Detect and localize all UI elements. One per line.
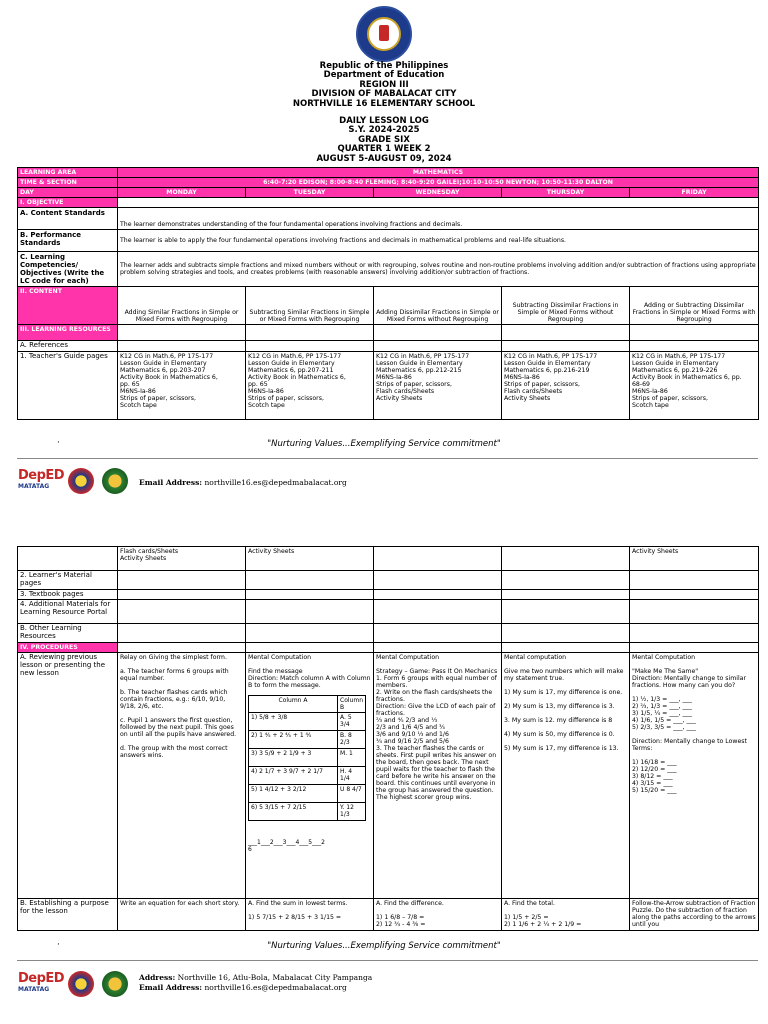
tg-tuesday: K12 CG in Math.6, PP 175-177 Lesson Guide in Elementary Mathematics 6, pp.207-211 Activity Book in Mathematics 6, pp. 65 M6NS-Ia-86 Strips of paper, scissors, Scotch tape <box>246 351 374 419</box>
day-tuesday: TUESDAY <box>246 188 374 198</box>
table-row <box>18 571 759 590</box>
lesson-log-table-1 <box>17 167 759 420</box>
header-line1: Republic of the Philippines <box>319 61 449 71</box>
content-standards-label: A. Content Standards <box>18 208 118 230</box>
col-b-item: A. 5 3/4 <box>338 712 366 730</box>
day-friday: FRIDAY <box>630 188 759 198</box>
col-b-item: B. 8 2/3 <box>338 730 366 748</box>
carry-tuesday: Activity Sheets <box>246 547 374 571</box>
carry-thursday <box>502 547 630 571</box>
header-line4: DIVISION OF MABALACAT CITY <box>311 89 457 100</box>
establish-monday: Write an equation for each short story. <box>118 898 246 930</box>
title-line1: DAILY LESSON LOG <box>339 116 429 126</box>
performance-standards-value: The learner is able to apply the four fundamental operations involving fractions and decimals in mathematical problems and real-life situations. <box>118 230 759 252</box>
review-friday: Mental Computation "Make Me The Same" Direction: Mentally change to similar fractions. How many can you do? 1) ½, 1/3 = ___, ___ 2) ⅔, 1/3 = ___, ___ 3) 1/5, ¼ = ___, ___ 4) 1/6, 1/5 = ___, ___ 5) 2/3, 3/5 = ___, ___ Direction: Mentally change to Lowest Terms: 1) 16/18 = ___ 2) 12/20 = ___ 3) 8/12 = ___ 4) 3/15 = ___ 5) 15/20 = ___ <box>630 652 759 898</box>
deped-logo-text-2: DepED <box>18 971 65 986</box>
email-label: Email Address: <box>139 478 203 487</box>
address-value: Northville 16, Atlu-Bola, Mabalacat City Pampanga <box>177 973 373 982</box>
table-row <box>18 898 759 930</box>
establish-tuesday: A. Find the sum in lowest terms. 1) 5 7/15 + 2 8/15 + 3 1/15 = <box>246 898 374 930</box>
deped-seal-icon <box>356 6 412 62</box>
procedures-label: IV. PROCEDURES <box>18 642 118 652</box>
tg-monday: K12 CG in Math.6, PP 175-177 Lesson Guide in Elementary Mathematics 6, pp.203-207 Activity Book in Mathematics 6, pp. 65 M6NS-Ia-86 Strips of paper, scissors, Scotch tape <box>118 351 246 419</box>
matatag-text: MATATAG <box>18 483 50 490</box>
title-line2: S.Y. 2024-2025 <box>348 125 420 136</box>
table-row <box>18 178 759 188</box>
additional-materials-label: 4. Additional Materials for Learning Resource Portal <box>18 600 118 624</box>
content-monday: Adding Similar Fractions in Simple or Mixed Forms with Regrouping <box>118 287 246 325</box>
motto-bullet: · <box>57 438 60 448</box>
day-label: DAY <box>18 188 118 198</box>
footer-address <box>139 973 372 982</box>
table-row <box>18 198 759 208</box>
review-wednesday: Mental Computation Strategy – Game: Pass It On Mechanics 1. Form 6 groups with equal number of members. 2. Write on the flash cards/sheets the fractions. Direction: Give the LCD of each pair of fractions. ⅔ and ⅘ 2/3 and ⅓ 2/3 and 1/6 4/5 and ⅗ 3/6 and 9/10 ⅓ and 1/6 ¾ and 9/16 2/5 and 5/6 3. The teacher flashes the cards or sheets. First pupil writes his answer on the board, then goes back. The next pupil waits for the teacher to flash the card before he write his answer on the board. this continues until everyone in the group has answered the question. The highest scorer group wins. <box>374 652 502 898</box>
motto: "Nurturing Values...Exemplifying Service commitment" <box>267 439 501 449</box>
col-b-header: Column B <box>338 695 366 712</box>
objective-label: I. OBJECTIVE <box>18 198 118 208</box>
table-row <box>18 168 759 178</box>
table-row <box>18 624 759 643</box>
content-standards-value: The learner demonstrates understanding of the four fundamental operations involving fractions and decimals. <box>118 208 759 230</box>
col-a-item: 3) 3 5/9 + 2 1/9 + 3 <box>249 748 338 766</box>
col-a-item: 4) 2 1/7 + 3 9/7 + 2 1/7 <box>249 766 338 784</box>
table-row <box>18 208 759 230</box>
establish-wednesday: A. Find the difference. 1) 1 6/8 – 7/8 = 2) 12 ¾ - 4 ⅜ = <box>374 898 502 930</box>
tg-wednesday: K12 CG in Math.6, PP 175-177 Lesson Guide in Elementary Mathematics 6, pp.212-215 M6NS-Ia-86 Strips of paper, scissors, Flash cards/Sheets Activity Sheets <box>374 351 502 419</box>
table-row <box>18 589 759 600</box>
teachers-guide-label: 1. Teacher's Guide pages <box>18 351 118 419</box>
establishing-label: B. Establishing a purpose for the lesson <box>18 898 118 930</box>
email-value: northville16.es@depedmabalacat.org <box>204 478 347 487</box>
establish-thursday: A. Find the total. 1) 1/5 + 2/5 = 2) 1 1/6 + 2 ¼ + 2 1/9 = <box>502 898 630 930</box>
table-row <box>18 547 759 571</box>
col-b-item: U 8 4/7 <box>338 784 366 802</box>
footer-divider <box>17 458 758 459</box>
table-row <box>18 188 759 198</box>
header-line3: REGION III <box>359 79 409 90</box>
col-b-item: M. 1 <box>338 748 366 766</box>
lesson-log-table-2 <box>17 546 759 931</box>
footer-email <box>139 478 347 487</box>
footer-divider-2 <box>17 960 758 961</box>
day-monday: MONDAY <box>118 188 246 198</box>
day-thursday: THURSDAY <box>502 188 630 198</box>
learning-area-value: MATHEMATICS <box>118 168 759 178</box>
title-line3: GRADE SIX <box>358 134 410 145</box>
other-resources-label: B. Other Learning Resources <box>18 624 118 643</box>
tg-friday: K12 CG in Math.6, PP 175-177 Lesson Guide in Elementary Mathematics 6, pp.219-226 Activity Book in Mathematics 6, pp. 68-69 M6NS-Ia-86 Strips of paper, scissors, Scotch tape <box>630 351 759 419</box>
message-blanks: ___1___2___3___4___5___2 <box>248 838 325 846</box>
carry-friday: Activity Sheets <box>630 547 759 571</box>
table-row <box>18 341 759 352</box>
table-row <box>18 652 759 898</box>
review-tuesday <box>246 652 374 898</box>
competencies-label: C. Learning Competencies/ Objectives (Write the LC code for each) <box>18 252 118 287</box>
review-thursday: Mental computation Give me two numbers which will make my statement true. 1) My sum is 17, my difference is one. 2) My sum is 13, my difference is 3. 3. My sum is 12. my difference is 8 4) My sum is 50, my difference is 0. 5) My sum is 17, my difference is 13. <box>502 652 630 898</box>
table-row <box>18 351 759 419</box>
objective-cell <box>118 198 759 208</box>
competencies-value: The learner adds and subtracts simple fractions and mixed numbers without or with regrouping, solves routine and non-routine problems involving addition and/or subtraction of fractions using appropriate problem solving strategies and tools, and creates problems (with reasonable answers) involving addition/or subtraction of fractions. <box>118 252 759 287</box>
table-row <box>18 287 759 325</box>
col-b-item: H. 4 1/4 <box>338 766 366 784</box>
content-label: II. CONTENT <box>18 287 118 325</box>
establish-friday: Follow-the-Arrow subtraction of Fraction Puzzle. Do the subtraction of fraction along the paths according to the arrows until you <box>630 898 759 930</box>
reviewing-label: A. Reviewing previous lesson or presenting the new lesson <box>18 652 118 898</box>
footer-email-2 <box>139 983 347 992</box>
header-block <box>0 62 768 109</box>
review-tuesday-text: Mental Computation Find the message Direction: Match column A with Column B to form the message. <box>248 653 371 689</box>
performance-standards-label: B. Performance Standards <box>18 230 118 252</box>
header-line2: Department of Education <box>323 70 445 81</box>
review-monday: Relay on Giving the simplest form. a. The teacher forms 6 groups with equal number. b. The teacher flashes cards which contain fractions, e.g.: 6/10, 9/10, 9/18, 2/6, etc. c. Pupil 1 answers the first question, followed by the next pupil. This goes on until all the pupils have answered. d. The group with the most correct answers wins. <box>118 652 246 898</box>
day-wednesday: WEDNESDAY <box>374 188 502 198</box>
message-blanks-end: 6 <box>248 845 252 853</box>
title-line4: QUARTER 1 WEEK 2 <box>337 144 431 155</box>
tg-thursday: K12 CG in Math.6, PP 175-177 Lesson Guide in Elementary Mathematics 6, pp.216-219 M6NS-Ia-86 Strips of paper, scissors, Flash cards/Sheets Activity Sheets <box>502 351 630 419</box>
match-table <box>248 695 366 821</box>
table-row <box>18 325 759 341</box>
email-label-2: Email Address: <box>139 983 203 992</box>
deped-logo <box>18 468 64 490</box>
table-row <box>18 252 759 287</box>
col-a-item: 5) 1 4/12 + 3 2/12 <box>249 784 338 802</box>
email-value-2: northville16.es@depedmabalacat.org <box>204 983 347 992</box>
deped-logo-text: DepED <box>18 468 65 483</box>
time-section-label: TIME & SECTION <box>18 178 118 188</box>
learning-area-label: LEARNING AREA <box>18 168 118 178</box>
school-logo-icon <box>102 468 128 494</box>
title-line5: AUGUST 5-AUGUST 09, 2024 <box>316 153 452 164</box>
deped-logo-2 <box>18 971 64 993</box>
matatag-text-2: MATATAG <box>18 986 50 993</box>
bagong-pilipinas-logo-icon-2 <box>68 971 94 997</box>
motto-2: "Nurturing Values...Exemplifying Service commitment" <box>267 941 501 951</box>
content-tuesday: Subtracting Similar Fractions in Simple or Mixed Forms with Regrouping <box>246 287 374 325</box>
col-a-item: 6) 5 3/15 + 7 2/15 <box>249 802 338 820</box>
table-row <box>18 600 759 624</box>
references-label: A. References <box>18 341 118 352</box>
content-wednesday: Adding Dissimilar Fractions in Simple or Mixed Forms without Regrouping <box>374 287 502 325</box>
learners-material-label: 2. Learner's Material pages <box>18 571 118 590</box>
col-b-item: Y. 12 1/3 <box>338 802 366 820</box>
header-line5: NORTHVILLE 16 ELEMENTARY SCHOOL <box>292 98 476 109</box>
bagong-pilipinas-logo-icon <box>68 468 94 494</box>
table-row <box>18 230 759 252</box>
time-section-value: 6:40-7:20 EDISON; 8:00-8:40 FLEMING; 8:40-9:20 GAILEI;10:10-10:50 NEWTON; 10:50-11:30 DALTON <box>118 178 759 188</box>
motto-bullet-2: · <box>57 940 60 950</box>
content-thursday: Subtracting Dissimilar Fractions in Simple or Mixed Forms without Regrouping <box>502 287 630 325</box>
col-a-item: 2) 1 ⅘ + 2 ⅘ + 1 ⅘ <box>249 730 338 748</box>
table-row <box>18 642 759 652</box>
carry-monday: Flash cards/Sheets Activity Sheets <box>118 547 246 571</box>
content-friday: Adding or Subtracting Dissimilar Fractions in Simple or Mixed Forms with Regrouping <box>630 287 759 325</box>
carry-wednesday <box>374 547 502 571</box>
col-a-item: 1) 5/8 + 3/8 <box>249 712 338 730</box>
textbook-label: 3. Textbook pages <box>18 589 118 600</box>
school-logo-icon-2 <box>102 971 128 997</box>
resources-label: III. LEARNING RESOURCES <box>18 325 118 341</box>
title-block <box>0 117 768 164</box>
col-a-header: Column A <box>249 695 338 712</box>
address-label: Address: <box>139 973 176 982</box>
